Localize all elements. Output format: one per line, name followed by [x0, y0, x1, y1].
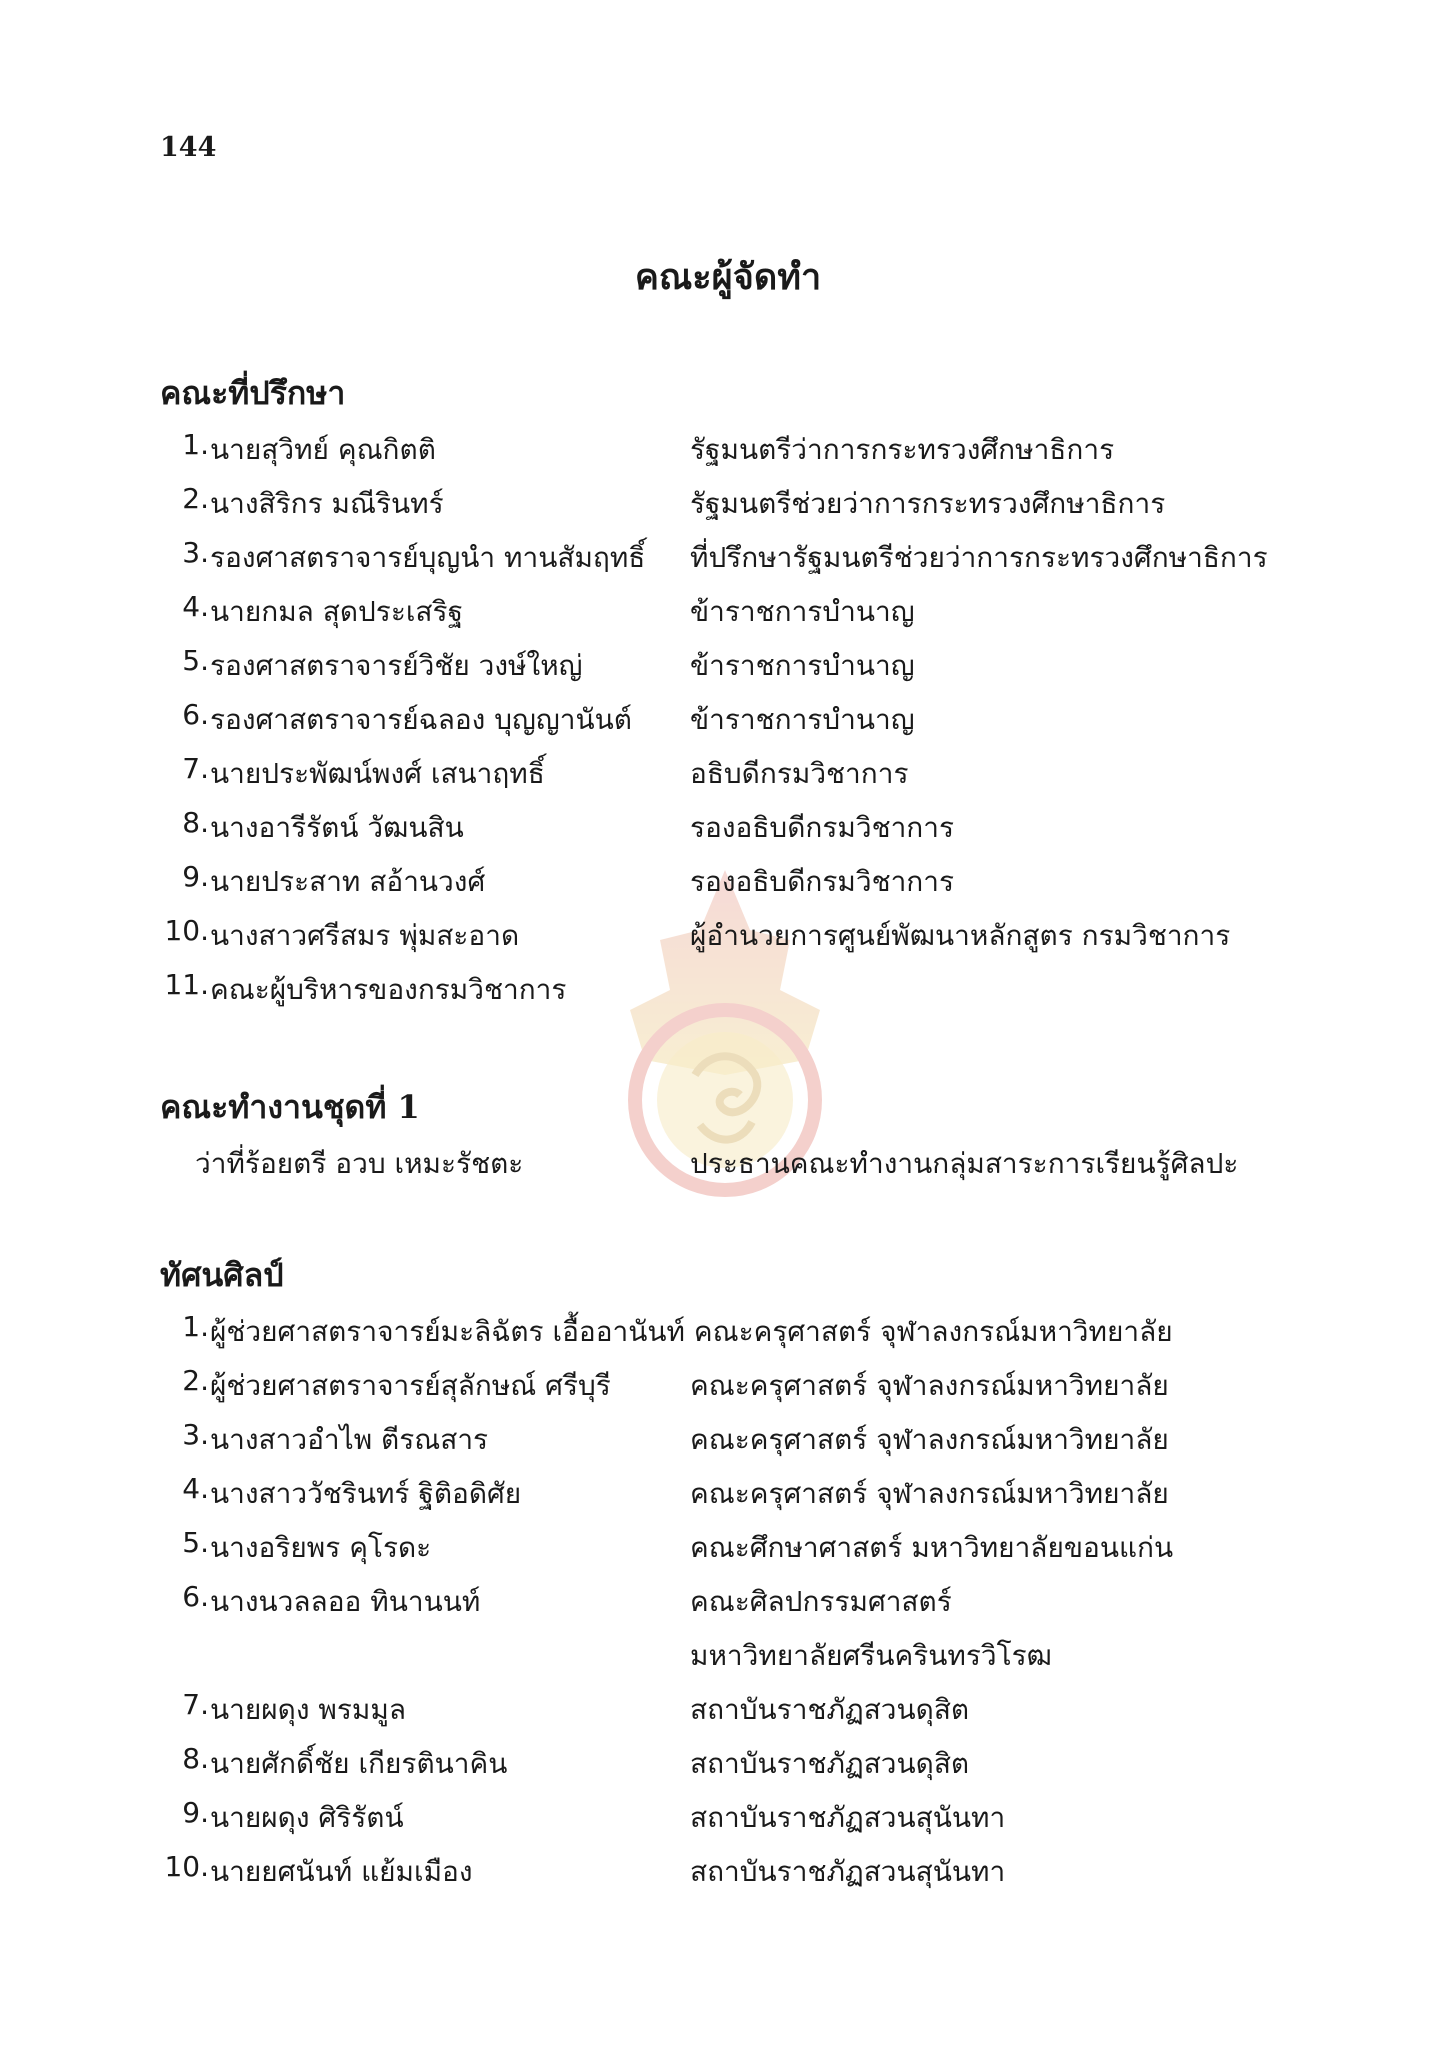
list-item — [0, 1142, 1456, 1196]
list-item — [0, 536, 1456, 590]
list-item — [0, 1850, 1456, 1904]
person-position: ข้าราชการบำนาญ — [690, 595, 915, 628]
list-item — [0, 698, 1456, 752]
person-name: คณะผู้บริหารของกรมวิชาการ — [210, 973, 567, 1006]
list-item — [0, 1688, 1456, 1742]
item-number: 6. — [182, 698, 209, 731]
list-item — [0, 1580, 1456, 1634]
list-item — [0, 1742, 1456, 1796]
item-number: 7. — [182, 752, 209, 785]
person-name: ว่าที่ร้อยตรี อวบ เหมะรัชตะ — [195, 1147, 524, 1180]
list-item — [0, 1310, 1456, 1364]
person-position: อธิบดีกรมวิชาการ — [690, 757, 909, 790]
person-position: ผู้อำนวยการศูนย์พัฒนาหลักสูตร กรมวิชาการ — [690, 919, 1231, 952]
person-position: รัฐมนตรีช่วยว่าการกระทรวงศึกษาธิการ — [690, 487, 1166, 520]
person-position: ข้าราชการบำนาญ — [690, 703, 915, 736]
person-position: คณะครุศาสตร์ จุฬาลงกรณ์มหาวิทยาลัย — [690, 1369, 1169, 1402]
person-position: ข้าราชการบำนาญ — [690, 649, 915, 682]
item-number: 4. — [182, 1472, 209, 1505]
person-name: นายประสาท สอ้านวงศ์ — [210, 865, 486, 898]
person-position: คณะศิลปกรรมศาสตร์ — [690, 1585, 952, 1618]
item-number: 8. — [182, 806, 209, 839]
item-number: 2. — [182, 482, 209, 515]
person-name: ผู้ช่วยศาสตราจารย์สุลักษณ์ ศรีบุรี — [210, 1369, 611, 1402]
list-item — [0, 1796, 1456, 1850]
item-number: 9. — [182, 1796, 209, 1829]
list-item — [0, 428, 1456, 482]
item-number: 7. — [182, 1688, 209, 1721]
list-item — [0, 482, 1456, 536]
person-name: นายผดุง ศิริรัตน์ — [210, 1801, 404, 1834]
list-item — [0, 914, 1456, 968]
item-number: 8. — [182, 1742, 209, 1775]
working-group-heading: คณะทำงานชุดที่ 1 — [160, 1088, 420, 1126]
person-position: คณะครุศาสตร์ จุฬาลงกรณ์มหาวิทยาลัย — [690, 1477, 1169, 1510]
person-position: ที่ปรึกษารัฐมนตรีช่วยว่าการกระทรวงศึกษาธิการ — [690, 541, 1268, 574]
item-number: 4. — [182, 590, 209, 623]
person-position: สถาบันราชภัฏสวนดุสิต — [690, 1747, 970, 1780]
list-item — [0, 806, 1456, 860]
person-name: นางสาววัชรินทร์ ฐิติอดิศัย — [210, 1477, 522, 1510]
item-number: 10. — [164, 914, 209, 947]
person-name: นางสิริกร มณีรินทร์ — [210, 487, 444, 520]
list-item — [0, 1364, 1456, 1418]
person-position: คณะครุศาสตร์ จุฬาลงกรณ์มหาวิทยาลัย — [690, 1423, 1169, 1456]
person-name: นางอริยพร คุโรดะ — [210, 1531, 432, 1564]
person-position: สถาบันราชภัฏสวนสุนันทา — [690, 1855, 1006, 1888]
list-item — [0, 1526, 1456, 1580]
item-number: 6. — [182, 1580, 209, 1613]
list-item — [0, 1418, 1456, 1472]
person-position: รองอธิบดีกรมวิชาการ — [690, 811, 955, 844]
person-position: คณะศึกษาศาสตร์ มหาวิทยาลัยขอนแก่น — [690, 1531, 1174, 1564]
person-name: นางสาวศรีสมร พุ่มสะอาด — [210, 919, 520, 952]
person-position: รัฐมนตรีว่าการกระทรวงศึกษาธิการ — [690, 433, 1115, 466]
person-position: มหาวิทยาลัยศรีนครินทรวิโรฒ — [690, 1639, 1052, 1672]
visual-arts-heading: ทัศนศิลป์ — [160, 1256, 284, 1294]
item-number: 11. — [164, 968, 209, 1001]
item-number: 5. — [182, 1526, 209, 1559]
person-name: นายกมล สุดประเสริฐ — [210, 595, 464, 628]
person-name: นายยศนันท์ แย้มเมือง — [210, 1855, 473, 1888]
person-position: รองอธิบดีกรมวิชาการ — [690, 865, 955, 898]
person-name-and-position: ผู้ช่วยศาสตราจารย์มะลิฉัตร เอื้ออานันท์ คณะครุศาสตร์ จุฬาลงกรณ์มหาวิทยาลัย — [210, 1315, 1173, 1348]
person-name: นายประพัฒน์พงศ์ เสนาฤทธิ์ — [210, 757, 545, 790]
person-position: ประธานคณะทำงานกลุ่มสาระการเรียนรู้ศิลปะ — [690, 1147, 1239, 1180]
person-position: สถาบันราชภัฏสวนดุสิต — [690, 1693, 970, 1726]
person-position: สถาบันราชภัฏสวนสุนันทา — [690, 1801, 1006, 1834]
list-item — [0, 644, 1456, 698]
item-number: 1. — [182, 1310, 209, 1343]
person-name: นางนวลลออ ทินานนท์ — [210, 1585, 481, 1618]
person-name: รองศาสตราจารย์วิชัย วงษ์ใหญ่ — [210, 649, 583, 682]
document-title: คณะผู้จัดทำ — [634, 256, 822, 298]
item-number: 2. — [182, 1364, 209, 1397]
list-item — [0, 1472, 1456, 1526]
person-name: นางสาวอำไพ ตีรณสาร — [210, 1423, 489, 1456]
advisors-heading: คณะที่ปรึกษา — [160, 374, 346, 412]
person-name: นายสุวิทย์ คุณกิตติ — [210, 433, 436, 466]
list-item — [0, 752, 1456, 806]
person-name: นางอารีรัตน์ วัฒนสิน — [210, 811, 464, 844]
item-number: 5. — [182, 644, 209, 677]
list-item — [0, 590, 1456, 644]
person-name: นายผดุง พรมมูล — [210, 1693, 406, 1726]
person-name: นายศักดิ์ชัย เกียรตินาคิน — [210, 1747, 508, 1780]
item-number: 9. — [182, 860, 209, 893]
list-item — [0, 968, 1456, 1022]
item-number: 3. — [182, 536, 209, 569]
item-number: 10. — [164, 1850, 209, 1883]
item-number: 3. — [182, 1418, 209, 1451]
list-item — [0, 860, 1456, 914]
page-number: 144 — [160, 132, 217, 163]
person-name: รองศาสตราจารย์ฉลอง บุญญานันต์ — [210, 703, 632, 736]
person-name: รองศาสตราจารย์บุญนำ ทานสัมฤทธิ์ — [210, 541, 646, 574]
item-number: 1. — [182, 428, 209, 461]
list-item — [0, 1634, 1456, 1688]
